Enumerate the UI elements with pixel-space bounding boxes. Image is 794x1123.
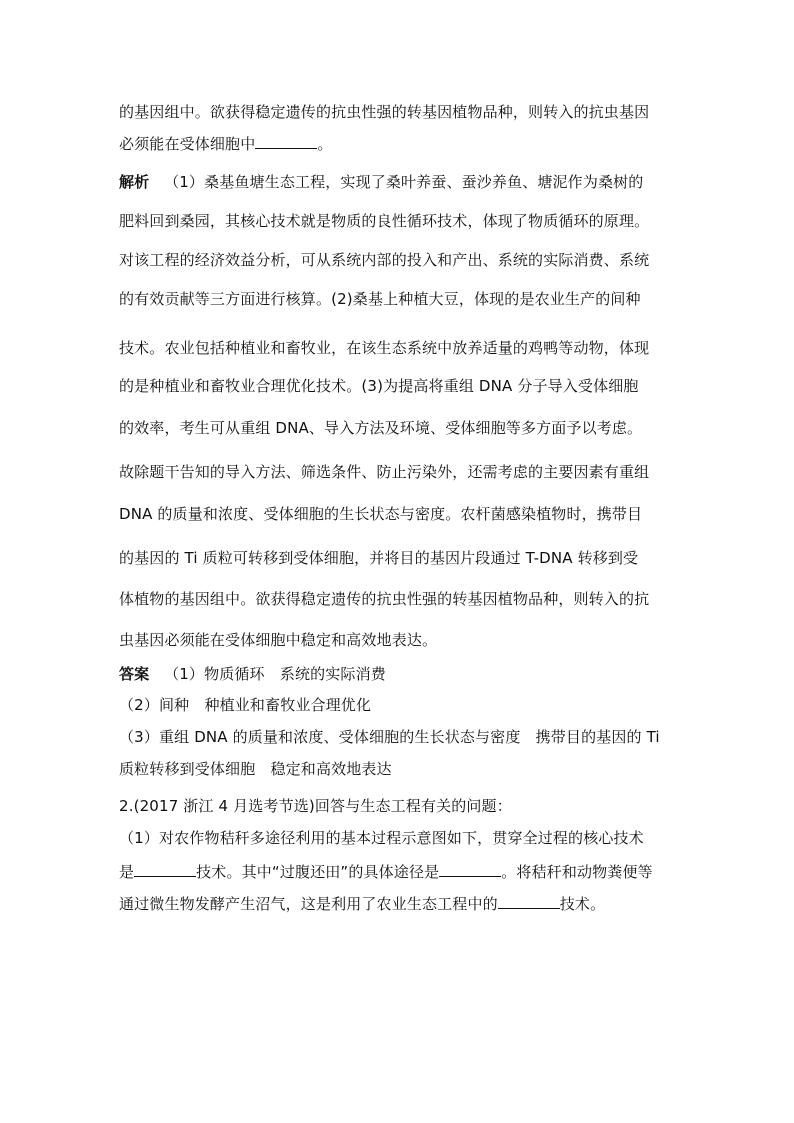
answer-line-3: [119, 727, 684, 747]
analysis-text: 虫基因必须能在受体细胞中稳定和高效地表达。: [119, 631, 438, 649]
analysis-text: 的基因的 Ti 质粒可转移到受体细胞，并将目的基因片段通过 T-DNA 转移到受: [119, 549, 639, 567]
answer-text: 质粒转移到受体细胞 稳定和高效地表达: [119, 760, 392, 778]
question-text: 。将秸秆和动物粪便等: [501, 863, 653, 881]
question-text: 是: [119, 863, 135, 881]
answer-line-2: [119, 695, 684, 715]
question-text: 技术。其中“过腹还田”的具体途径是: [196, 863, 440, 881]
intro-line-1: [119, 102, 684, 122]
answer-line-4: [119, 759, 684, 779]
analysis-line-10: [119, 548, 684, 568]
answer-blank: [498, 894, 560, 909]
analysis-text: 体植物的基因组中。欲获得稳定遗传的抗虫性强的转基因植物品种，则转入的抗: [119, 590, 650, 608]
analysis-line-1: [119, 172, 684, 192]
analysis-line-7: [119, 418, 684, 438]
answer-text: （1）物质循环 系统的实际消费: [164, 665, 386, 683]
question-text: （1）对农作物秸秆多途径利用的基本过程示意图如下，贯穿全过程的核心技术: [119, 829, 644, 847]
intro-text-2: 必须能在受体细胞中: [119, 135, 256, 153]
analysis-text: 的是种植业和畜牧业合理优化技术。(3)为提高将重组 DNA 分子导入受体细胞: [119, 377, 639, 395]
answer-line-1: [119, 664, 684, 684]
analysis-text: DNA 的质量和浓度、受体细胞的生长状态与密度。农杆菌感染植物时，携带目: [119, 505, 643, 523]
analysis-line-3: [119, 250, 684, 270]
analysis-line-5: [119, 338, 684, 358]
answer-text: （2）间种 种植业和畜牧业合理优化: [119, 696, 372, 714]
analysis-line-2: [119, 211, 684, 231]
analysis-text: 的效率，考生可从重组 DNA、导入方法及环境、受体细胞等多方面予以考虑。: [119, 419, 643, 437]
analysis-text: 故除题干告知的导入方法、筛选条件、防止污染外，还需考虑的主要因素有重组: [119, 463, 650, 481]
analysis-line-9: [119, 504, 684, 524]
analysis-line-4: [119, 289, 684, 309]
question-2-title: [119, 796, 684, 816]
analysis-text: （1）桑基鱼塘生态工程，实现了桑叶养蚕、蚕沙养鱼、塘泥作为桑树的: [164, 173, 644, 191]
intro-line-2: [119, 134, 684, 154]
answer-blank: [134, 862, 196, 877]
answer-label: 答案: [119, 665, 150, 683]
question-2-line-4: [119, 894, 684, 914]
question-2-line-2: [119, 828, 684, 848]
analysis-line-8: [119, 462, 684, 482]
answer-blank: [439, 862, 501, 877]
analysis-line-11: [119, 589, 684, 609]
intro-text-1: 的基因组中。欲获得稳定遗传的抗虫性强的转基因植物品种，则转入的抗虫基因: [119, 103, 650, 121]
question-text: 通过微生物发酵产生沼气，这是利用了农业生态工程中的: [119, 895, 498, 913]
analysis-text: 肥料回到桑园，其核心技术就是物质的良性循环技术，体现了物质循环的原理。: [119, 212, 650, 230]
answer-blank: [255, 134, 317, 149]
analysis-label: 解析: [119, 173, 150, 191]
analysis-text: 技术。农业包括种植业和畜牧业，在该生态系统中放养适量的鸡鸭等动物，体现: [119, 339, 650, 357]
question-text: 技术。: [559, 895, 606, 913]
question-text: 2.(2017 浙江 4 月选考节选)回答与生态工程有关的问题：: [119, 797, 512, 815]
analysis-text: 对该工程的经济效益分析，可从系统内部的投入和产出、系统的实际消费、系统: [119, 251, 650, 269]
analysis-line-6: [119, 376, 684, 396]
answer-text: （3）重组 DNA 的质量和浓度、受体细胞的生长状态与密度 携带目的基因的 Ti: [119, 728, 660, 746]
question-2-line-3: [119, 862, 684, 882]
analysis-line-12: [119, 630, 684, 650]
analysis-text: 的有效贡献等三方面进行核算。(2)桑基上种植大豆，体现的是农业生产的间种: [119, 290, 641, 308]
intro-text-2-end: 。: [317, 135, 333, 153]
